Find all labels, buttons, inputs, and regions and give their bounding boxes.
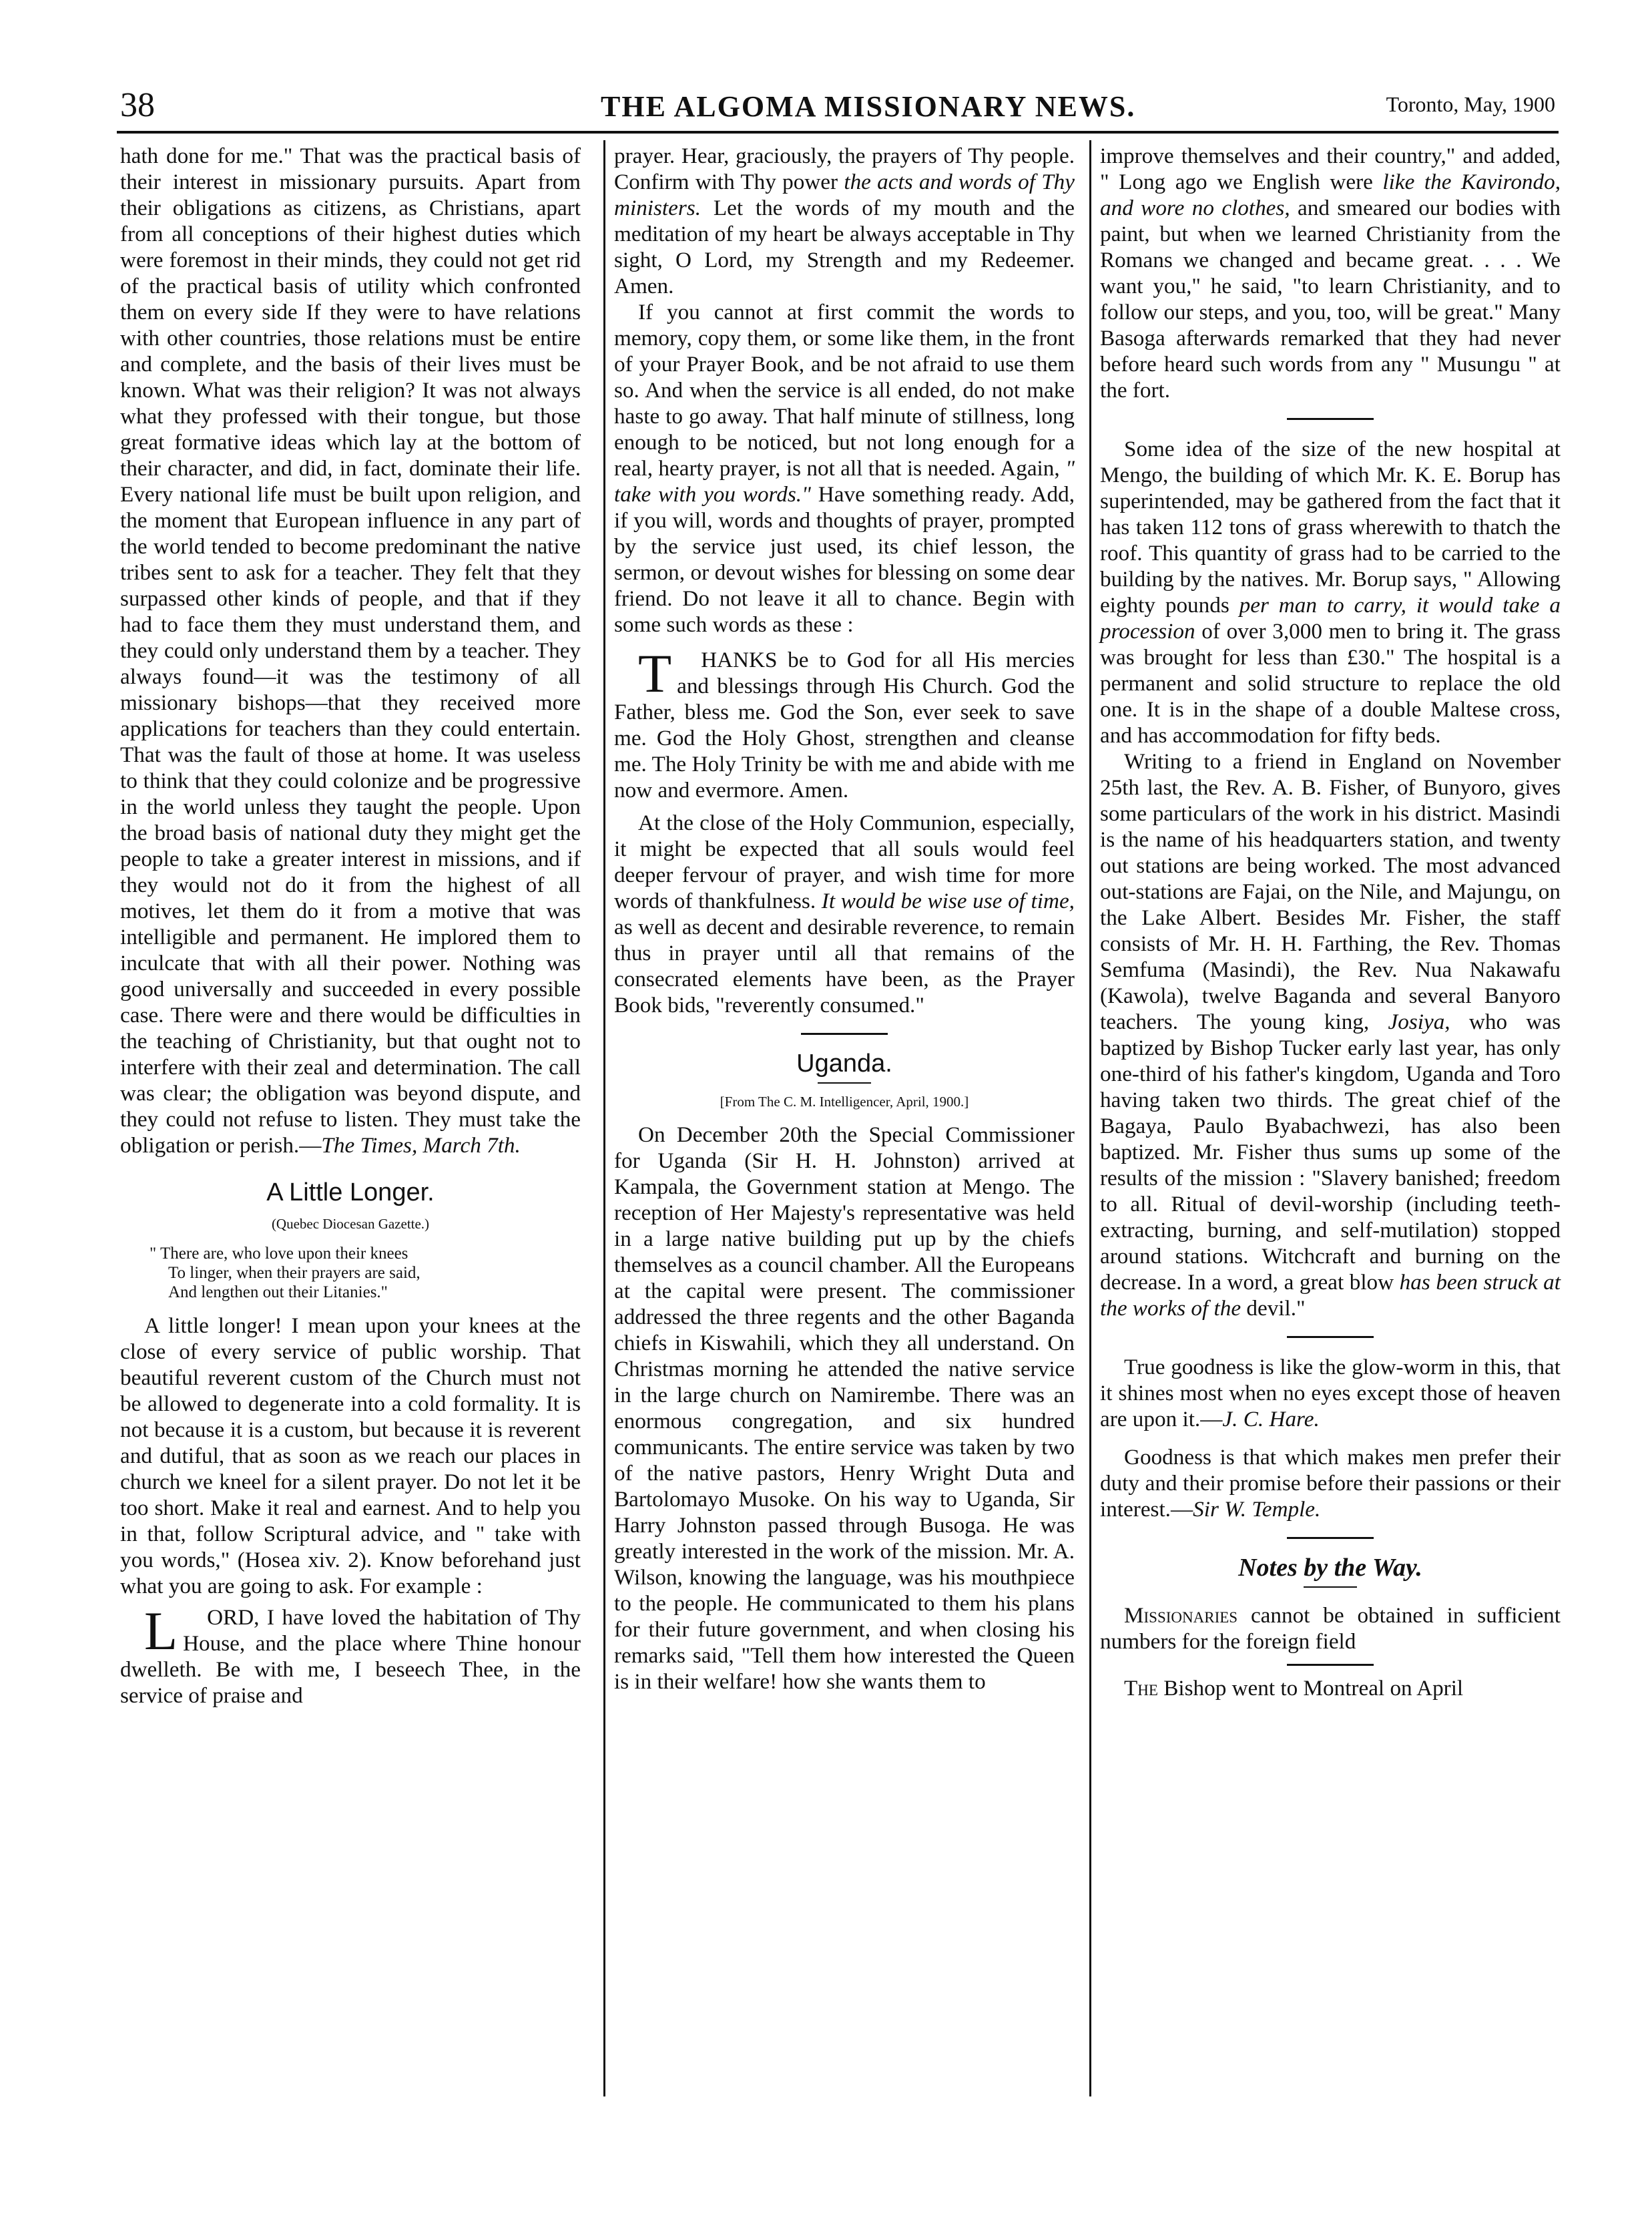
prayer-continuation: prayer. Hear, graciously, the prayers of Thy people. Confirm with Thy power the acts and words of Thy ministers. Let the words of my mouth and the meditation of my heart be always acceptable in Thy sight, O Lord, my Strength and my Redeemer. Amen. xyxy=(614,144,1075,298)
quotation: Goodness is that which makes men prefer their duty and their promise before their passions or their interest.—Sir W. Temple. xyxy=(1100,1445,1561,1522)
article-paragraph: A little longer! I mean upon your knees at the close of every service of public worship. That beautiful reverent custom of the Church must not be allowed to degenerate into a cold formality. It is not because it is a custom, but because it is reverent and dutiful, that as soon as we reach our places in church we kneel for a silent prayer. Do not let it be too short. Make it real and earnest. And to help you in that, follow Scriptural advice, and " take with you words," (Hosea xiv. 2). Know beforehand just what you are going to ask. For example : xyxy=(120,1313,581,1598)
prayer-text: L ORD, I have loved the habitation of Thy House, and the place where Thine honour dwelleth. Be with me, I beseech Thee, in the service of praise and xyxy=(120,1600,581,1708)
article-paragraph: On December 20th the Special Commissioner for Uganda (Sir H. H. Johnston) arrived at Kampala, the Government station at Mengo. The reception of Her Majesty's representative was held in a large native building put up by the chiefs themselves as a council chamber. All the Europeans at the capital were present. The commissioner addressed the three regents and the other Baganda chiefs in Kiswahili, which they all understand. On Christmas morning he attended the native service in the large church on Namirembe. There was an enormous congregation, and six hundred communicants. The entire service was taken by two of the native pastors, Henry Wright Duta and Bartolomayo Musoke. On his way to Uganda, Sir Harry Johnston passed through Busoga. He was greatly interested in the work of the mission. Mr. A. Wilson, knowing the language, was his mouthpiece to the people. He communicated to them his plans for their future government, and when closing his remarks said, "Tell them how interested the Queen is in their welfare! how she wants them to xyxy=(614,1122,1075,1694)
column-1 xyxy=(120,143,581,1709)
issue-date: Toronto, May, 1900 xyxy=(1386,92,1555,116)
section-rule xyxy=(1287,418,1374,420)
column-2 xyxy=(614,143,1075,1695)
drop-cap: L xyxy=(144,1600,178,1661)
quotation: True goodness is like the glow-worm in this, that it shines most when no eyes except those of heaven are upon it.—J. C. Hare. xyxy=(1100,1355,1561,1431)
poem-line: " There are, who love upon their knees xyxy=(150,1245,408,1263)
header-rule xyxy=(117,131,1559,134)
article-paragraph: If you cannot at first commit the words to memory, copy them, or some like them, in the front of your Prayer Book, and be not afraid to use them so. And when the service is all ended, do not make haste to go away. That half minute of stillness, long enough to be noticed, but not long enough for a real, hearty prayer, is not all that is needed. Again, " take with you words." Have something ready. Add, if you will, words and thoughts of prayer, prompted by the service just used, its chief lesson, the sermon, or devout wishes for blessing on some dear friend. Do not leave it all to chance. Begin with some such words as these : xyxy=(614,300,1075,637)
heading-rule xyxy=(818,1082,871,1084)
article-paragraph: Writing to a friend in England on November 25th last, the Rev. A. B. Fisher, of Bunyoro, gives some particulars of the work in his district. Masindi is the name of his headquarters station, and twenty out stations are being worked. The most advanced out-stations are Fajai, on the Nile, and Majungu, on the Lake Albert. Besides Mr. Fisher, the staff consists of Mr. H. H. Farthing, the Rev. Thomas Semfuma (Masindi), the Rev. Nua Nakawafu (Kawola), twelve Baganda and several Banyoro teachers. The young king, Josiya, who was baptized by Bishop Tucker early last year, has only one-third of his father's kingdom, Uganda and Toro having taken two thirds. The great chief of the Bagaya, Paulo Byabachwezi, has also been baptized. Mr. Fisher thus sums up some of the results of the mission : "Slavery banished; freedom to all. Ritual of devil-worship (including teeth-extracting, burning, and self-mutilation) stopped around stations. Witchcraft and burning on the decrease. In a word, a great blow has been struck at the works of the devil." xyxy=(1100,749,1561,1321)
publication-title: THE ALGOMA MISSIONARY NEWS. xyxy=(601,90,1136,123)
poem-line: And lengthen out their Litanies." xyxy=(168,1283,388,1301)
article-paragraph: hath done for me." That was the practical basis of their interest in missionary pursuits. Apart from their obligations as citizens, as Christians, apart from all conceptions of their highest duties which were foremost in their minds, they could not get rid of the practical basis of utility which confronted them on every side If they were to have relations with other countries, those relations must be entire and complete, and the basis of their lives must be known. What was their religion? It was not always what they professed with their tongue, but those great formative ideas which lay at the bottom of their character, and did, in fact, dominate their life. Every national life must be built upon religion, and the moment that European influence in any part of the world tended to become predominant the native tribes sent to ask for a teacher. They felt that they surpassed other kinds of people, and that if they had to face them they must understand them, and they could only understand them by a teacher. They always found—it was the testimony of all missionary bishops—that they received more applications for teachers than they could entertain. That was the fault of those at home. It was useless to think that they could colonize and be progressive in the world unless they taught the people. Upon the broad basis of national duty they might get the people to take a greater interest in missions, and if they would not do it from the highest of all motives, let them do it from a motive that was intelligible and permanent. He implored them to inculcate that with all their power. Nothing was good universally and succeeded in every possible case. There were and there would be difficulties in the teaching of Christianity, but that ought not to interfere with their zeal and determination. The call was clear; the obligation was beyond dispute, and they could not refuse to listen. They must take the obligation or perish.—The Times, March 7th. xyxy=(120,144,581,1158)
section-rule xyxy=(801,1033,888,1035)
article-heading: Notes by the Way. xyxy=(1238,1554,1422,1582)
article-paragraph: Some idea of the size of the new hospital at Mengo, the building of which Mr. K. E. Borup has superintended, may be gathered from the fact that it has taken 112 tons of grass wherewith to thatch the roof. This quantity of grass had to be carried to the building by the natives. Mr. Borup says, " Allowing eighty pounds per man to carry, it would take a procession of over 3,000 men to bring it. The grass was brought for less than £30." The hospital is a permanent and solid structure to replace the old one. It is in the shape of a double Maltese cross, and has accommodation for fifty beds. xyxy=(1100,437,1561,748)
section-rule xyxy=(1287,1537,1374,1539)
article-heading: Uganda. xyxy=(796,1050,892,1078)
section-rule xyxy=(1287,1336,1374,1338)
article-paragraph: improve themselves and their country," and added, " Long ago we English were like the Kavirondo, and wore no clothes, and smeared our bodies with paint, but when we learned Christianity from the Romans we changed and became great. . . . We want you," he said, "to learn Christianity, and to follow our steps, and you, too, will be great." Many Basoga afterwards remarked that they had never before heard such words from any " Musungu " at the fort. xyxy=(1100,144,1561,403)
prayer-text: T HANKS be to God for all His mercies and blessings through His Church. God the Father, bless me. God the Son, ever seek to save me. God the Holy Ghost, strengthen and cleanse me. The Holy Trinity be with me and abide with me now and evermore. Amen. xyxy=(614,643,1075,803)
note-item: The Bishop went to Montreal on April xyxy=(1124,1676,1464,1701)
section-rule xyxy=(1287,1664,1374,1666)
poem-line: To linger, when their prayers are said, xyxy=(168,1264,421,1282)
drop-cap: T xyxy=(638,643,672,704)
article-heading: A Little Longer. xyxy=(266,1178,435,1206)
article-source: (Quebec Diocesan Gazette.) xyxy=(271,1216,430,1232)
column-3 xyxy=(1100,143,1561,1701)
article-paragraph: At the close of the Holy Communion, especially, it might be expected that all souls would feel deeper fervour of prayer, and wish time for more words of thankfulness. It would be wise use of time, as well as decent and desirable reverence, to remain thus in prayer until all that remains of the consecrated elements have been, as the Prayer Book bids, "reverently consumed." xyxy=(614,811,1075,1018)
column-divider xyxy=(1089,140,1091,2096)
column-divider xyxy=(603,140,605,2096)
epigraph-poem xyxy=(150,1244,581,1302)
page-number: 38 xyxy=(120,86,155,124)
note-item: Missionaries cannot be obtained in sufficient numbers for the foreign field xyxy=(1100,1603,1561,1654)
page-header xyxy=(120,85,1555,132)
heading-rule xyxy=(1304,1586,1357,1588)
article-source: [From The C. M. Intelligencer, April, 1900.] xyxy=(720,1094,969,1110)
